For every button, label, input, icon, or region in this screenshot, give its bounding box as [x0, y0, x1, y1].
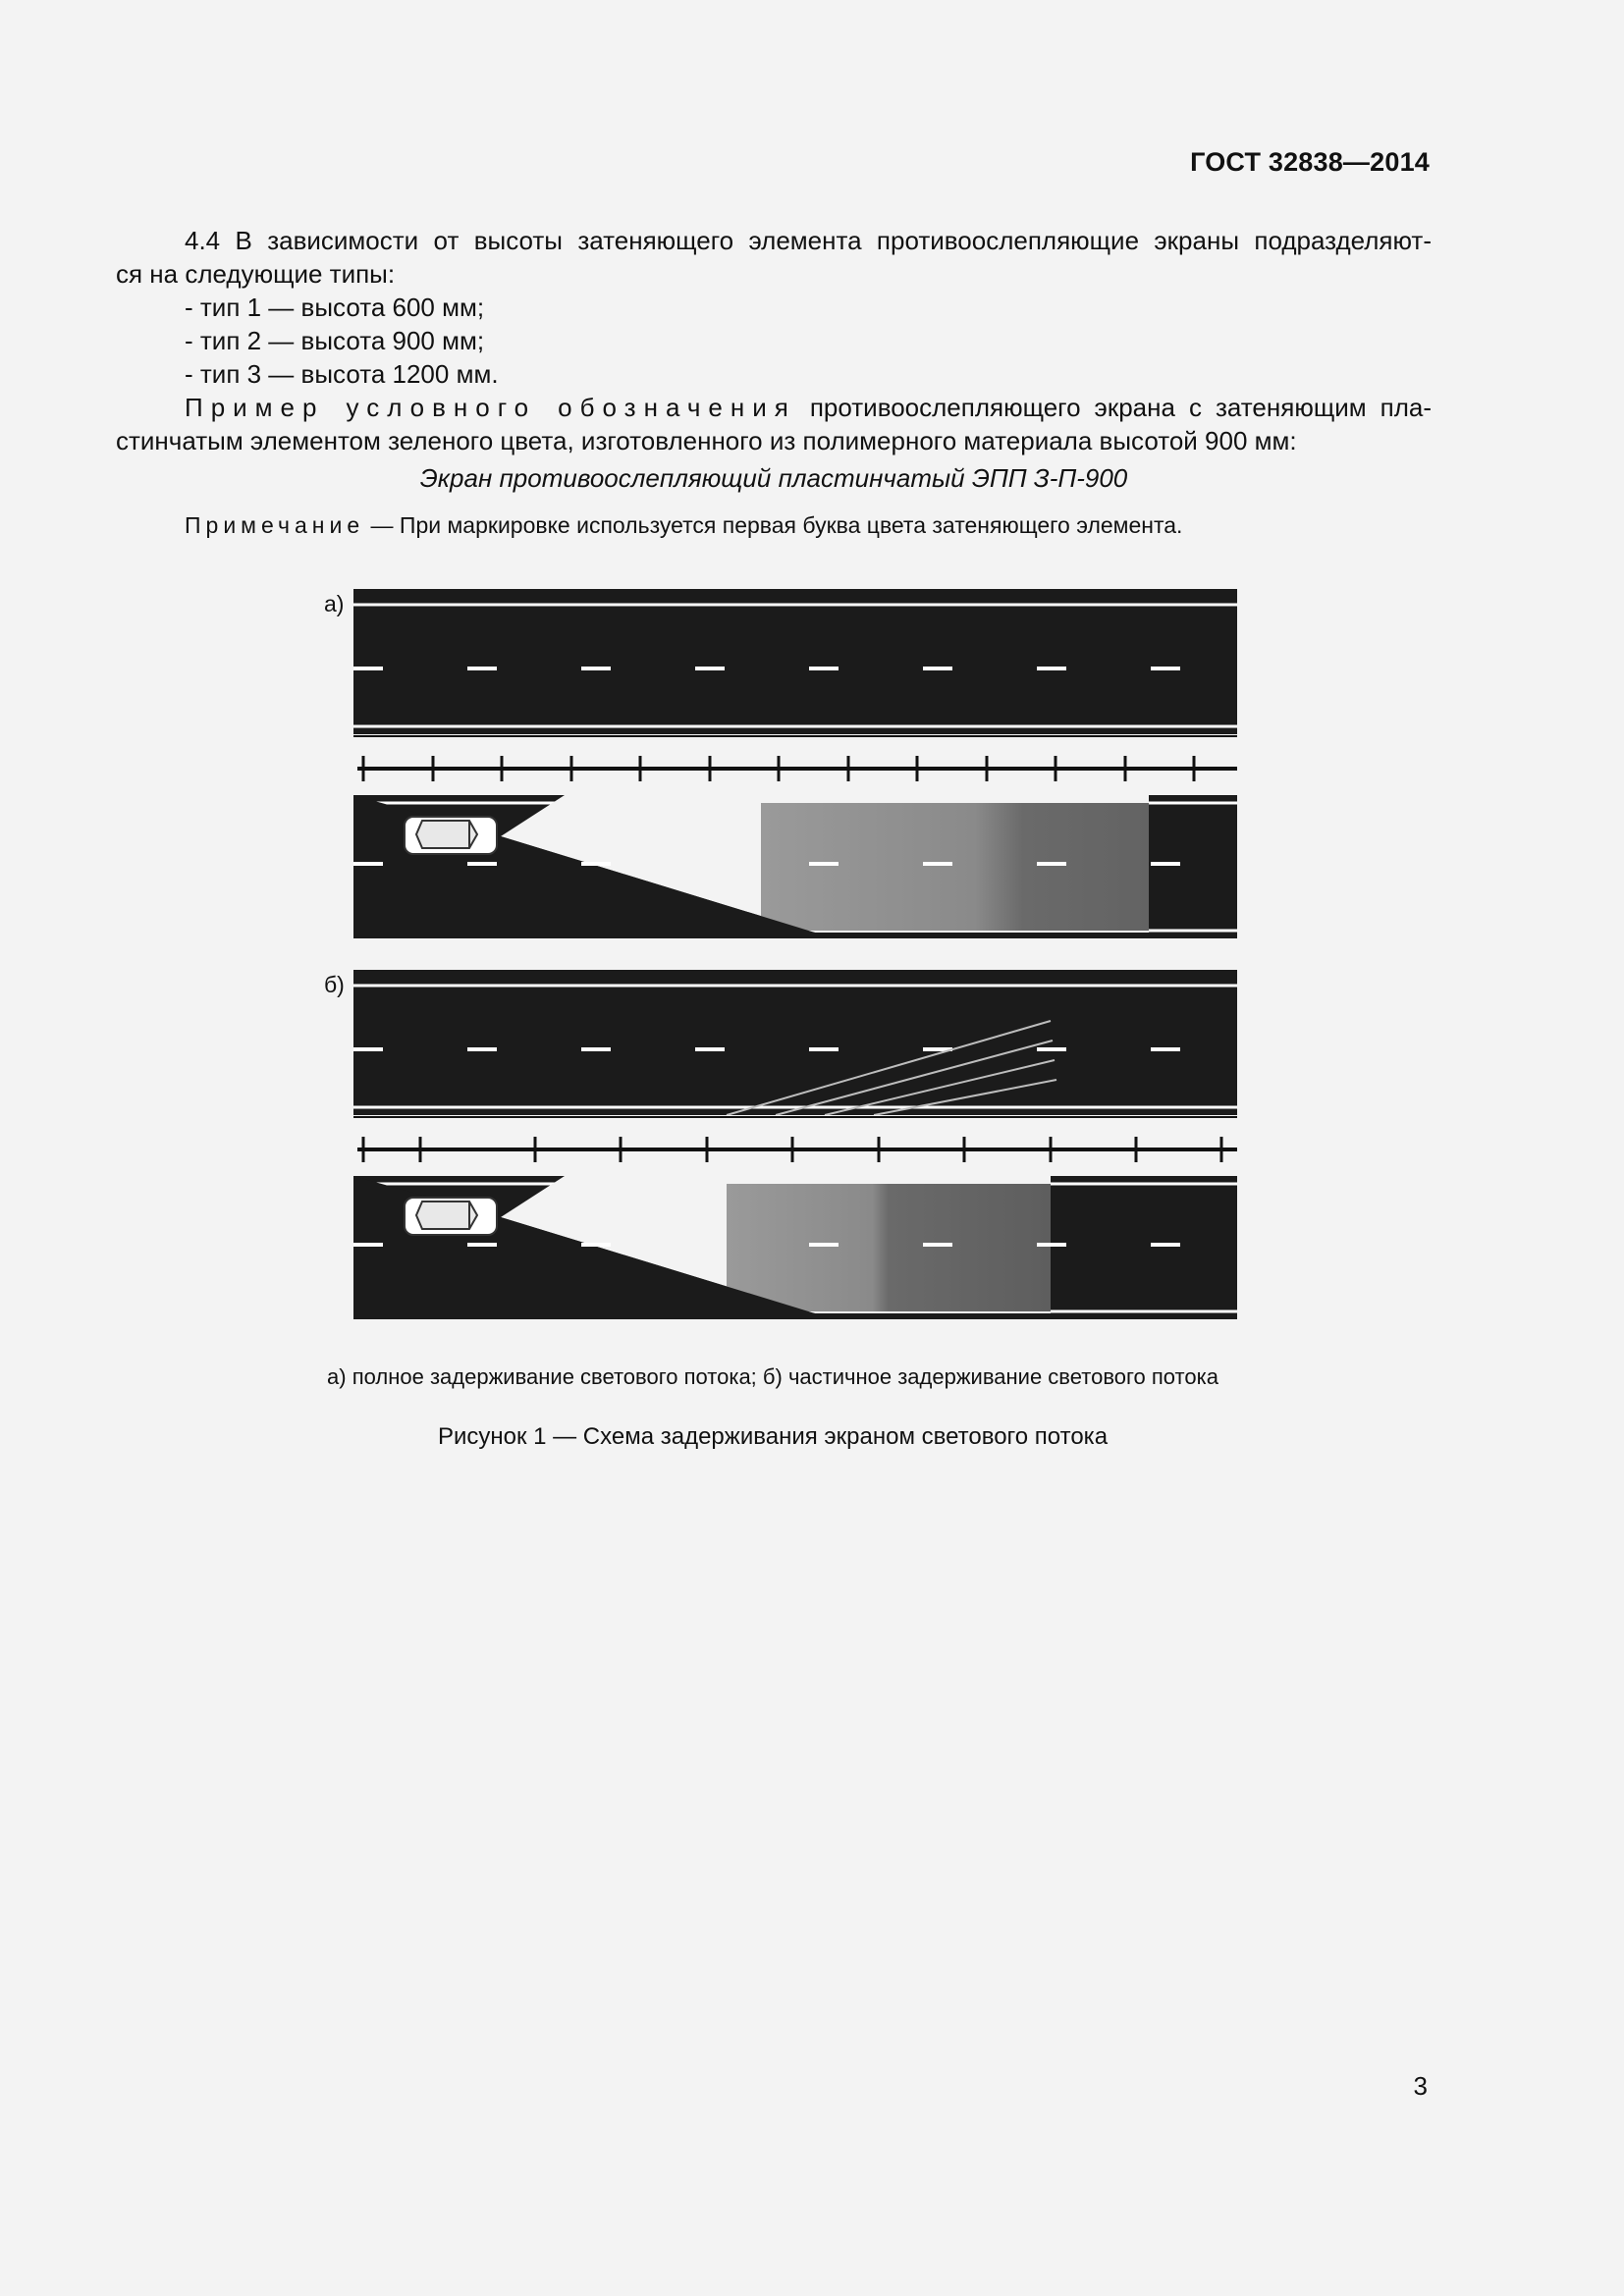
example-intro — [116, 391, 1432, 424]
example-designation: Экран противоослепляющий пластинчатый ЭПП З-П-900 — [419, 463, 1128, 493]
illuminated-zone — [727, 1184, 1051, 1311]
note — [116, 510, 1432, 540]
section-text — [116, 224, 1432, 540]
median-strip — [353, 734, 1237, 795]
car-icon — [405, 817, 497, 854]
page-number: 3 — [1413, 2071, 1428, 2101]
standard-code: ГОСТ 32838—2014 — [1190, 147, 1430, 177]
figure-caption: а) полное задерживание светового потока; б) частичное задерживание светового потока — [327, 1364, 1218, 1389]
type-list-item: - тип 3 — высота 1200 мм. — [185, 359, 499, 389]
panel-b-label: б) — [324, 972, 345, 997]
paragraph-4-4-line2: ся на следующие типы: — [116, 259, 396, 289]
note-text: — При маркировке используется первая буква цвета затеняющего элемента. — [364, 512, 1183, 538]
upper-roadway — [353, 970, 1237, 1115]
upper-roadway — [353, 589, 1237, 734]
type-list-item: - тип 1 — высота 600 мм; — [185, 293, 485, 322]
figure-title: Рисунок 1 — Схема задерживания экраном светового потока — [437, 1423, 1109, 1450]
example-lead: Пример условного обозначения — [185, 393, 796, 422]
type-list-item: - тип 2 — высота 900 мм; — [185, 326, 485, 355]
example-line2: стинчатым элементом зеленого цвета, изготовленного из полимерного материала высотой 900 мм: — [116, 426, 1297, 455]
note-lead: Примечание — [185, 512, 365, 538]
paragraph-4-4-line1: 4.4 В зависимости от высоты затеняющего элемента противоослепляющие экраны подразделяют- — [185, 226, 1432, 255]
car-icon — [405, 1198, 497, 1235]
panel-a-label: а) — [324, 591, 345, 616]
example-rest: противоослепляющего экрана с затеняющим пла- — [795, 393, 1433, 422]
median-strip — [353, 1115, 1237, 1176]
panel-a-diagram — [353, 589, 1237, 938]
panel-b-diagram — [353, 970, 1237, 1319]
